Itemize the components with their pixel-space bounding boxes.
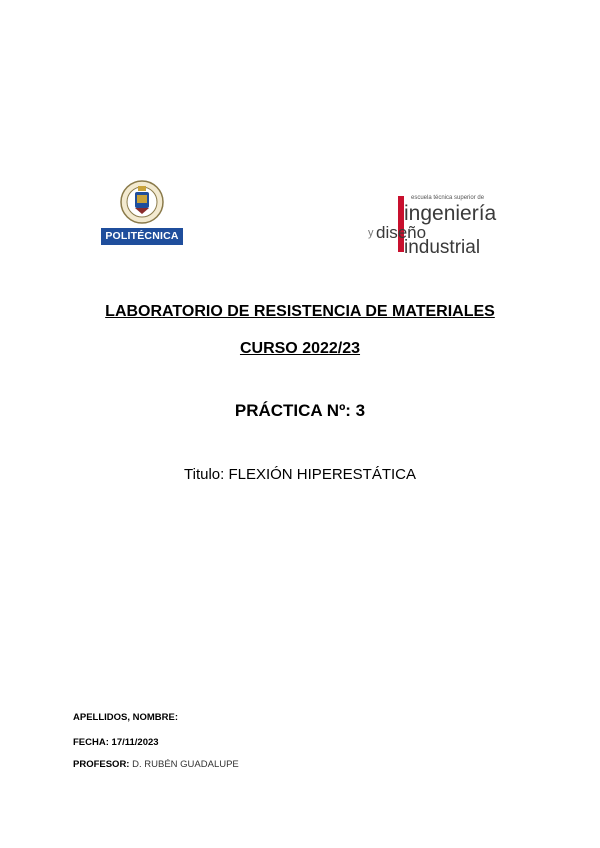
etsidi-small-text: escuela técnica superior de [411, 195, 485, 201]
course-year: CURSO 2022/23 [239, 340, 361, 357]
apellidos-line [73, 712, 178, 723]
upm-logo [101, 178, 183, 246]
etsidi-line1: ingeniería [404, 202, 497, 225]
upm-logo-text: POLITÉCNICA [101, 228, 183, 245]
fecha-line [73, 737, 159, 748]
upm-seal-icon [120, 178, 164, 226]
practice-number: PRÁCTICA Nº: 3 [234, 401, 366, 420]
profesor-line [73, 759, 239, 770]
etsidi-logo [366, 190, 508, 256]
etsidi-line2: diseño [376, 223, 427, 242]
profesor-label: PROFESOR: [73, 759, 130, 770]
etsidi-logo-graphic [366, 190, 508, 256]
fecha-label: FECHA: [73, 737, 109, 748]
fecha-value: 17/11/2023 [111, 737, 159, 748]
etsidi-line3: industrial [404, 237, 481, 256]
lab-title: LABORATORIO DE RESISTENCIA DE MATERIALES [105, 303, 495, 320]
etsidi-y: y [368, 227, 374, 239]
profesor-value: D. RUBÉN GUADALUPE [132, 759, 239, 770]
practice-title: Titulo: FLEXIÓN HIPERESTÁTICA [184, 466, 416, 483]
apellidos-label: APELLIDOS, NOMBRE: [73, 712, 179, 723]
